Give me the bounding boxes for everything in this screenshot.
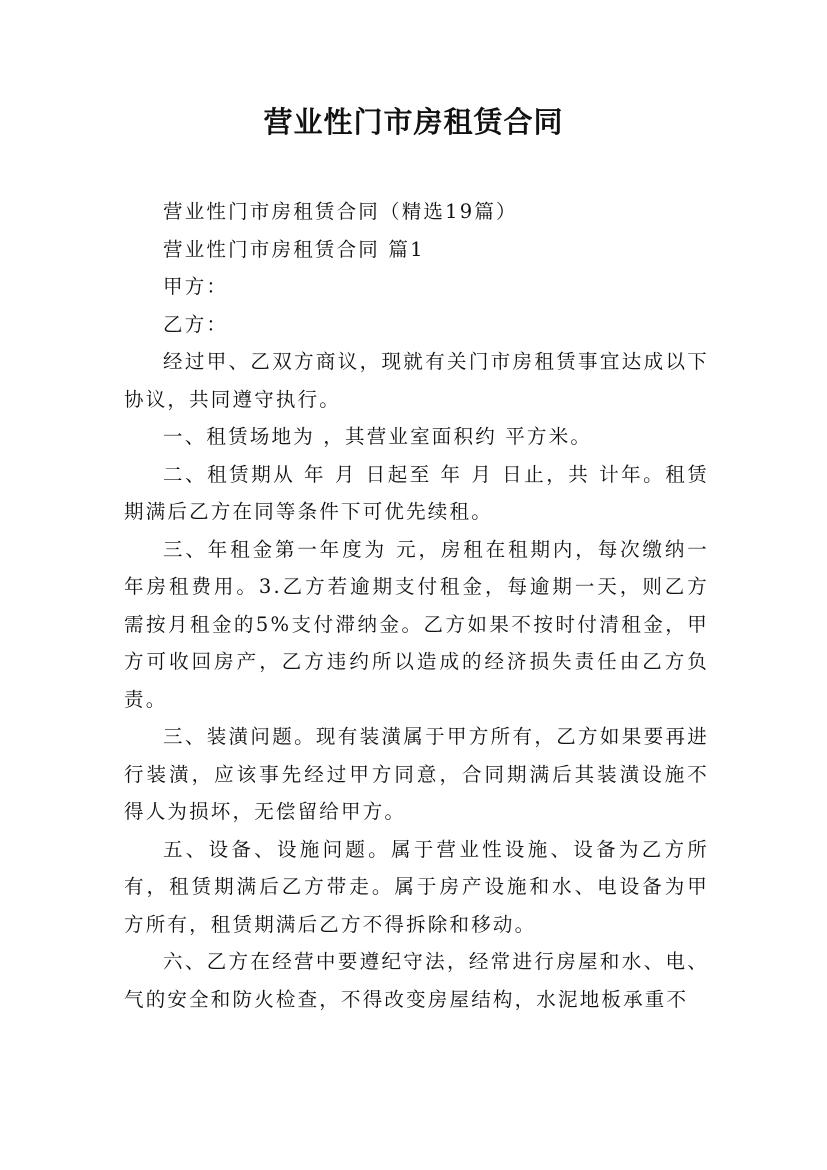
- clause-1: 一、租赁场地为 ，其营业室面积约 平方米。: [163, 425, 593, 448]
- doc-subtitle: 营业性门市房租赁合同（精选19篇）: [163, 200, 518, 223]
- clause-3-rent: 三、年租金第一年度为 元，房租在租期内，每次缴纳一年房租费用。3.乙方若逾期支付租金，每逾期一天，则乙方需按月租金的5%支付滞纳金。乙方如果不按时付清租金，甲方可收回房产，乙方违约所以造成的经济损失责任由乙方负责。: [124, 537, 709, 711]
- clause-6: 六、乙方在经营中要遵纪守法，经常进行房屋和水、电、气的安全和防火检查，不得改变房屋结构，水泥地板承重不: [124, 950, 709, 1011]
- document-body: [124, 193, 709, 1018]
- party-b-line: 乙方：: [163, 312, 229, 336]
- clause-5: 五、设备、设施问题。属于营业性设施、设备为乙方所有，租赁期满后乙方带走。属于房产设施和水、电设备为甲方所有，租赁期满后乙方不得拆除和移动。: [124, 837, 709, 936]
- intro-paragraph: 经过甲、乙双方商议，现就有关门市房租赁事宜达成以下协议，共同遵守执行。: [124, 350, 709, 411]
- section-heading: 营业性门市房租赁合同 篇1: [163, 237, 425, 261]
- clause-2: 二、租赁期从 年 月 日起至 年 月 日止，共 计年。租赁期满后乙方在同等条件下可优先续租。: [124, 462, 709, 523]
- document-title: 营业性门市房租赁合同: [263, 105, 564, 139]
- clause-3-decoration: 三、装潢问题。现有装潢属于甲方所有，乙方如果要再进行装潢，应该事先经过甲方同意，合同期满后其装潢设施不得人为损坏，无偿留给甲方。: [124, 725, 709, 823]
- party-a-line: 甲方：: [163, 275, 229, 298]
